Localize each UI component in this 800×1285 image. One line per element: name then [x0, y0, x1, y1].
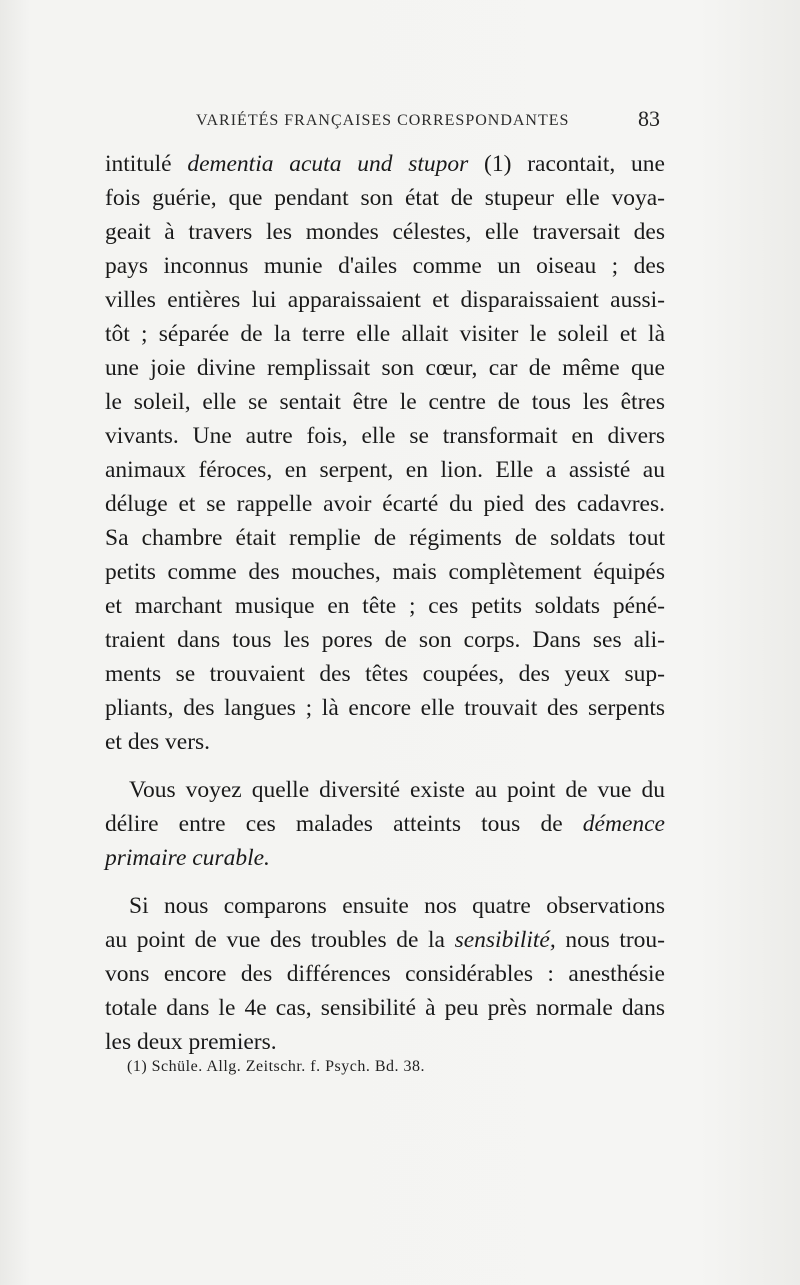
text-line: Sa chambre était remplie de régiments de soldats tout — [105, 525, 665, 551]
text-line: totale dans le 4e cas, sensibilité à peu près normale dans — [105, 995, 665, 1021]
paragraph-3 — [105, 889, 665, 1059]
text-line: traient dans tous les pores de son corps. Dans ses ali- — [105, 627, 665, 653]
text-line: vivants. Une autre fois, elle se transformait en divers — [105, 423, 665, 449]
running-title: VARIÉTÉS FRANÇAISES CORRESPONDANTES — [196, 112, 570, 129]
text-line: ments se trouvaient des têtes coupées, des yeux sup- — [105, 661, 665, 687]
text-line: pays inconnus munie d'ailes comme un oiseau ; des — [105, 253, 665, 279]
text-line: Vous voyez quelle diversité existe au point de vue du — [129, 777, 665, 803]
text-line: animaux féroces, en serpent, en lion. Elle a assisté au — [105, 457, 665, 483]
paragraph-2 — [105, 773, 665, 875]
text-line: délire entre ces malades atteints tous de démence — [105, 811, 665, 837]
text-line: vons encore des différences considérables : anesthésie — [105, 961, 665, 987]
text-line: au point de vue des troubles de la sensibilité, nous trou- — [105, 927, 666, 953]
body-text — [105, 147, 665, 1059]
text-line: intitulé dementia acuta und stupor (1) racontait, une — [105, 151, 665, 177]
text-line: Si nous comparons ensuite nos quatre observations — [129, 893, 665, 919]
paragraph-gap — [105, 759, 665, 773]
text-line: et marchant musique en tête ; ces petits soldats péné- — [105, 593, 665, 619]
paragraph-gap — [105, 875, 665, 889]
text-line: petits comme des mouches, mais complètement équipés — [105, 559, 665, 585]
text-line: geait à travers les mondes célestes, elle traversait des — [105, 219, 665, 245]
text-line: le soleil, elle se sentait être le centre de tous les êtres — [105, 389, 665, 415]
text-line: villes entières lui apparaissaient et disparaissaient aussi- — [105, 287, 665, 313]
footnote: (1) Schüle. Allg. Zeitschr. f. Psych. Bd. 38. — [127, 1058, 426, 1075]
text-line: déluge et se rappelle avoir écarté du pied des cadavres. — [105, 491, 665, 517]
text-line: une joie divine remplissait son cœur, car de même que — [105, 355, 665, 381]
page-number: 83 — [638, 106, 660, 131]
text-line: tôt ; séparée de la terre elle allait visiter le soleil et là — [105, 321, 665, 347]
paragraph-1 — [105, 147, 665, 759]
text-line: les deux premiers. — [105, 1029, 277, 1055]
text-line: fois guérie, que pendant son état de stupeur elle voya- — [105, 185, 665, 211]
text-line: et des vers. — [105, 729, 211, 755]
text-line: pliants, des langues ; là encore elle trouvait des serpents — [105, 695, 665, 721]
text-line: primaire curable. — [105, 845, 270, 871]
